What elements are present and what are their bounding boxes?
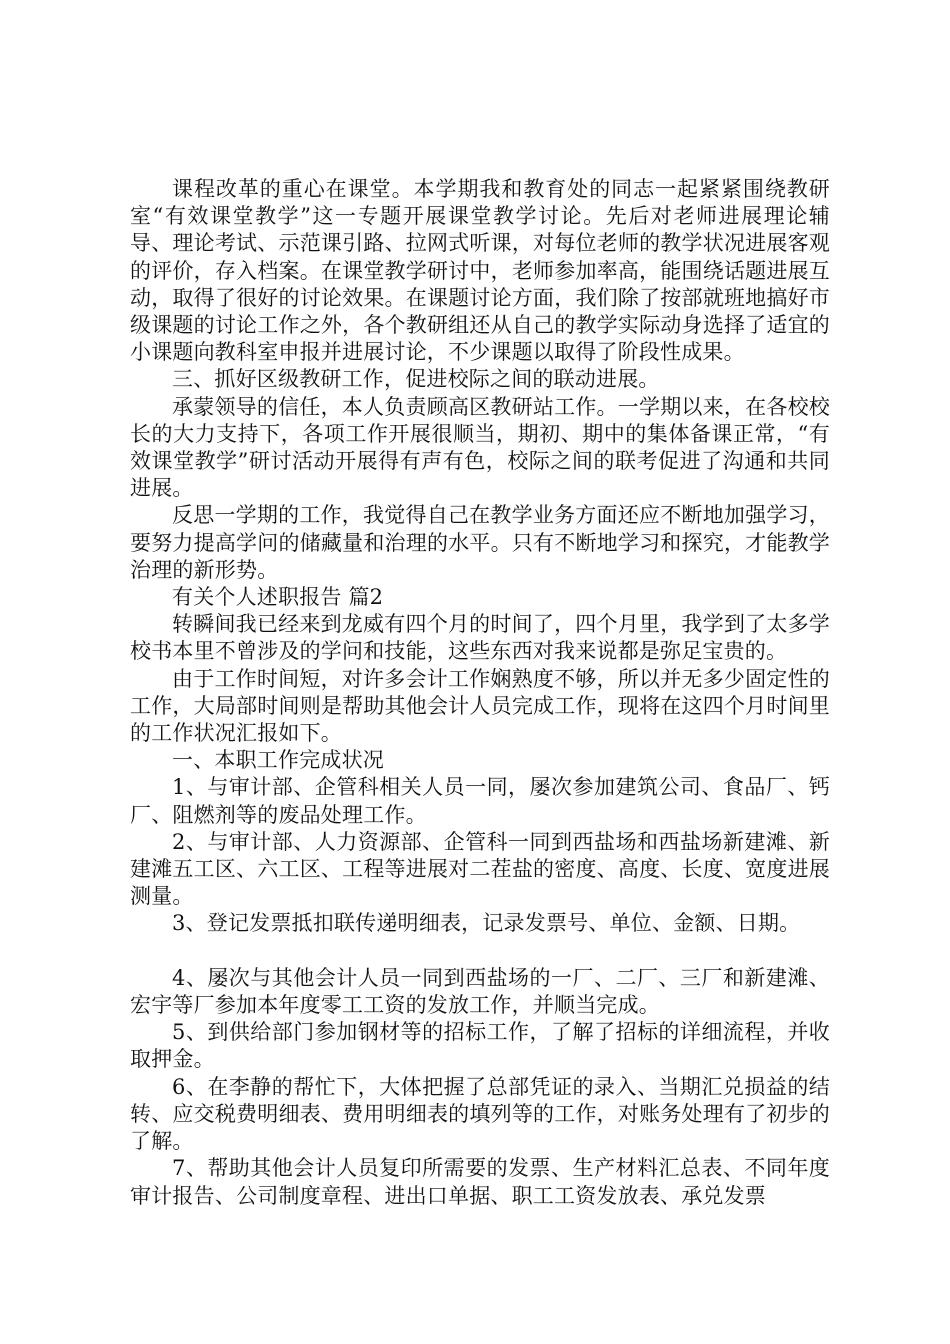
paragraph-classroom-reform: 课程改革的重心在课堂。本学期我和教育处的同志一起紧紧围绕教研室“有效课堂教学”这一专题开展课堂教学讨论。先后对老师进展理论辅导、理论考试、示范课引路、拉网式听课，对每位老师的教学状况进展客观的评价，存入档案。在课堂教学研讨中，老师参加率高，能围绕话题进展互动，取得了很好的讨论效果。在课题讨论方面，我们除了按部就班地搞好市级课题的讨论工作之外，各个教研组还从自己的教学实际动身选择了适宜的小课题向教科室申报并进展讨论，不少课题以取得了阶段性成果。 (130, 177, 830, 365)
paragraph-reflection: 反思一学期的工作，我觉得自己在教学业务方面还应不断地加强学习，要努力提高学问的储藏量和治理的水平。只有不断地学习和探究，才能教学治理的新形势。 (130, 503, 830, 582)
section-heading-duties: 一、本职工作完成状况 (172, 748, 384, 773)
list-item-3: 3、登记发票抵扣联传递明细表，记录发票号、单位、金额、日期。 (172, 911, 801, 936)
blank-line (130, 938, 830, 965)
list-item-5: 5、到供给部门参加钢材等的招标工作，了解了招标的详细流程，并收取押金。 (130, 1020, 830, 1072)
paragraph-district-station: 承蒙领导的信任，本人负责顾高区教研站工作。一学期以来，在各校校长的大力支持下，各项工作开展很顺当，期初、期中的集体备课正常，“有效课堂教学”研讨活动开展得有声有色，校际之间的联考促进了沟通和共同进展。 (130, 394, 830, 501)
paragraph-work-summary-intro: 由于工作时间短，对许多会计工作娴熟度不够，所以并无多少固定性的工作，大局部时间则是帮助其他会计人员完成工作，现将在这四个月时间里的工作状况汇报如下。 (130, 666, 830, 746)
list-item-6: 6、在李静的帮忙下，大体把握了总部凭证的录入、当期汇兑损益的结转、应交税费明细表、费用明细表的填列等的工作，对账务处理有了初步的了解。 (130, 1074, 830, 1154)
report-title-part-2: 有关个人述职报告 篇2 (172, 585, 384, 610)
paragraph-four-months: 转瞬间我已经来到龙威有四个月的时间了，四个月里，我学到了太多学校书本里不曾涉及的学问和技能，这些东西对我来说都是弥足宝贵的。 (130, 612, 830, 664)
list-item-2: 2、与审计部、人力资源部、企管科一同到西盐场和西盐场新建滩、新建滩五工区、六工区、工程等进展对二茬盐的密度、高度、长度、宽度进展测量。 (130, 829, 830, 909)
list-item-4: 4、屡次与其他会计人员一同到西盐场的一厂、二厂、三厂和新建滩、宏宇等厂参加本年度零工工资的发放工作，并顺当完成。 (130, 965, 830, 1018)
list-item-1: 1、与审计部、企管科相关人员一同，屡次参加建筑公司、食品厂、钙厂、阻燃剂等的废品处理工作。 (130, 775, 830, 827)
document-page (130, 176, 830, 1210)
list-item-7: 7、帮助其他会计人员复印所需要的发票、生产材料汇总表、不同年度审计报告、公司制度章程、进出口单据、职工工资发放表、承兑发票 (130, 1156, 830, 1208)
section-heading-district-research: 三、抓好区级教研工作，促进校际之间的联动进展。 (172, 367, 660, 392)
